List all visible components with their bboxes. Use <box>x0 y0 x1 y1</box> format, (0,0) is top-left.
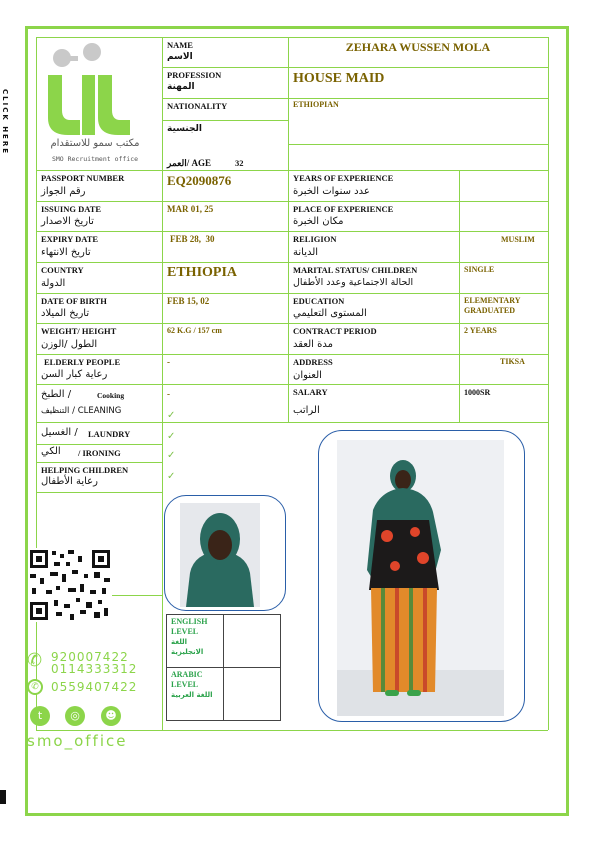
education-value: ELEMENTARY <box>464 296 521 305</box>
profession-value: HOUSE MAID <box>293 71 385 86</box>
logo-name-en: SMO Recruitment office <box>51 155 139 163</box>
address-value: TIKSA <box>500 357 525 366</box>
expiry-label-ar: تاريخ الانتهاء <box>41 247 91 258</box>
laundry-label: LAUNDRY <box>88 429 131 439</box>
passport-label-ar: رقم الجواز <box>41 186 86 197</box>
portrait-photo <box>180 503 260 607</box>
qr-code[interactable] <box>28 548 112 622</box>
contract-label-ar: مدة العقد <box>293 339 333 350</box>
profession-label: PROFESSION <box>167 70 222 80</box>
side-mark <box>0 790 6 804</box>
ironing-label: / IRONING <box>78 448 121 458</box>
marital-label-ar: الحالة الاجتماعية وعدد الأطفال <box>293 277 414 288</box>
logo-name-ar: مكتب سمو للاستقدام <box>50 138 140 149</box>
snapchat-icon[interactable]: ☻ <box>101 706 121 726</box>
education-label: EDUCATION <box>293 296 345 306</box>
ironing-check-icon: ✓ <box>167 450 176 461</box>
phone-icon: ✆ <box>27 650 43 671</box>
salary-label: SALARY <box>293 387 328 397</box>
religion-label-ar: الديانة <box>293 247 319 258</box>
experience-years-label-ar: عدد سنوات الخبرة <box>293 186 370 197</box>
salary-label-ar: الراتب <box>293 405 320 416</box>
salary-value: 1000SR <box>464 388 491 397</box>
religion-value: MUSLIM <box>501 235 535 244</box>
elderly-label: ELDERLY PEOPLE <box>44 357 121 367</box>
country-value: ETHIOPIA <box>167 265 238 280</box>
helping-check-icon: ✓ <box>167 471 176 482</box>
country-label-ar: الدولة <box>41 278 66 289</box>
cooking-value: - <box>167 389 170 399</box>
ironing-label-ar: الكي <box>41 446 61 457</box>
contract-label: CONTRACT PERIOD <box>293 326 377 336</box>
weight-height-value: 62 K.G / 157 cm <box>167 326 222 335</box>
nationality-label: NATIONALITY <box>167 101 228 111</box>
whatsapp-number[interactable]: 0559407422 <box>51 680 138 694</box>
cooking-label: Cooking <box>97 391 125 400</box>
marital-value: SINGLE <box>464 265 495 274</box>
dob-label-ar: تاريخ الميلاد <box>41 308 90 319</box>
whatsapp-icon: ✆ <box>27 679 43 695</box>
english-level-label: ENGLISH LEVEL اللغة الانجليزية <box>171 617 208 656</box>
arabic-level-label: ARABIC LEVEL اللغة العربية <box>171 670 213 699</box>
passport-label: PASSPORT NUMBER <box>41 173 125 183</box>
country-label: COUNTRY <box>41 265 84 275</box>
phone-1[interactable]: 920007422 <box>51 650 129 664</box>
full-photo <box>337 440 504 716</box>
elderly-value: - <box>167 357 170 367</box>
instagram-icon[interactable]: ◎ <box>65 706 85 726</box>
issuing-label-ar: تاريخ الاصدار <box>41 216 94 227</box>
dob-label: DATE OF BIRTH <box>41 296 107 306</box>
issuing-label: ISSUING DATE <box>41 204 102 214</box>
nationality-value: ETHIOPIAN <box>293 100 339 109</box>
expiry-value: FEB 28, 30 <box>170 234 215 244</box>
logo <box>40 40 160 170</box>
issuing-value: MAR 01, 25 <box>167 204 214 214</box>
twitter-icon[interactable]: t <box>30 706 50 726</box>
name-label: NAME <box>167 40 193 50</box>
expiry-label: EXPIRY DATE <box>41 234 99 244</box>
age-label: العمر/ AGE <box>167 158 212 168</box>
social-handle[interactable]: smo_office <box>27 732 128 750</box>
address-label-ar: العنوان <box>293 370 322 381</box>
experience-years-label: YEARS OF EXPERIENCE <box>293 173 394 183</box>
side-link-strip[interactable] <box>0 90 8 160</box>
experience-place-label-ar: مكان الخبرة <box>293 216 344 227</box>
passport-value: EQ2090876 <box>167 173 232 188</box>
laundry-label-ar: الغسيل / <box>41 427 78 438</box>
marital-label: MARITAL STATUS/ CHILDREN <box>293 265 418 275</box>
phone-2[interactable]: 0114333312 <box>51 662 138 676</box>
profession-label-ar: المهنة <box>167 82 195 92</box>
helping-label-ar: رعاية الأطفال <box>41 476 98 487</box>
dob-value: FEB 15, 02 <box>167 296 210 306</box>
education-value-2: GRADUATED <box>464 306 515 315</box>
age-value: 32 <box>235 158 244 168</box>
experience-place-label: PLACE OF EXPERIENCE <box>293 204 394 214</box>
helping-label: HELPING CHILDREN <box>41 465 129 475</box>
cleaning-label: التنظيف / CLEANING <box>41 406 122 416</box>
religion-label: RELIGION <box>293 234 337 244</box>
cleaning-check-icon: ✓ <box>167 410 176 421</box>
contract-value: 2 YEARS <box>464 326 497 335</box>
cooking-label-ar: الطبخ / <box>41 389 72 400</box>
nationality-label-ar: الجنسية <box>167 124 202 134</box>
elderly-label-ar: رعاية كبار السن <box>41 369 108 380</box>
weight-height-label: WEIGHT/ HEIGHT <box>41 326 117 336</box>
education-label-ar: المستوى التعليمي <box>293 308 367 319</box>
laundry-check-icon: ✓ <box>167 431 176 442</box>
logo-mark-icon <box>40 40 160 140</box>
weight-height-label-ar: الطول /الوزن <box>41 339 98 350</box>
name-value: ZEHARA WUSSEN MOLA <box>345 40 491 54</box>
name-label-ar: الاسم <box>167 52 193 62</box>
side-link-text: CLICK HERE <box>1 88 10 156</box>
address-label: ADDRESS <box>293 357 333 367</box>
